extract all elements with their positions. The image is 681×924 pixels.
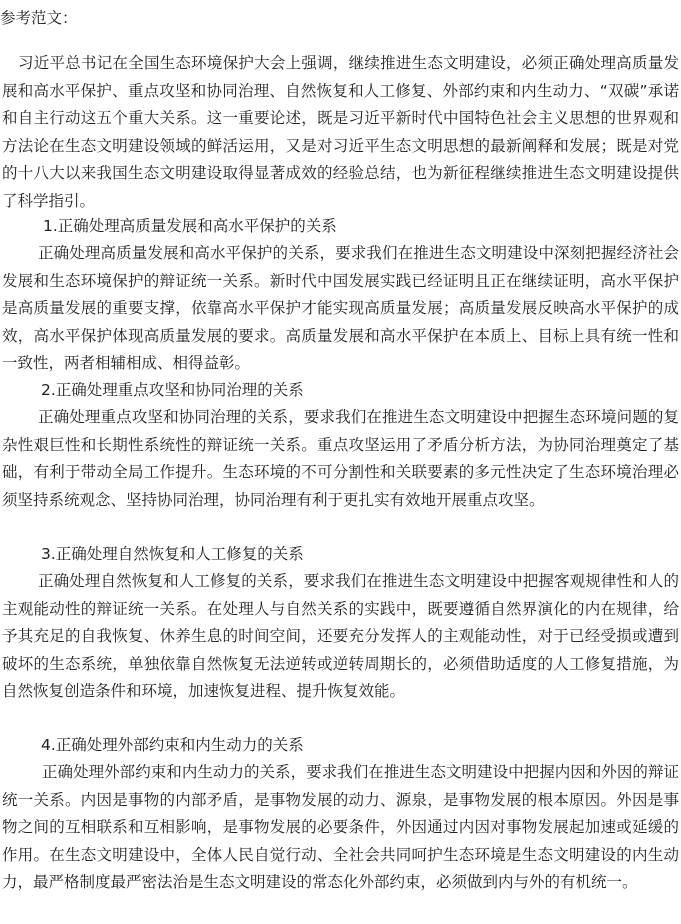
section-3-heading: 3.正确处理自然恢复和人工修复的关系 (41, 545, 304, 563)
section-2-heading: 2.正确处理重点攻坚和协同治理的关系 (41, 381, 304, 399)
section-3-body: 正确处理自然恢复和人工修复的关系，要求我们在推进生态文明建设中把握客观规律性和人的主观能动性的辩证统一关系。在处理人与自然关系的实践中，既要遵循自然界演化的内在规律，给予其充足的自我恢复、休养生息的时间空间，还要充分发挥人的主观能动性，对于已经受损或遭到破坏的生态系统，单独依靠自然恢复无法逆转或逆转周期长的，必须借助适度的人工修复措施，为自然恢复创造条件和环境，加速恢复进程、提升恢复效能。 (2, 572, 679, 700)
section-1-body: 正确处理高质量发展和高水平保护的关系，要求我们在推进生态文明建设中深刻把握经济社会发展和生态环境保护的辩证统一关系。新时代中国发展实践已经证明且正在继续证明，高水平保护是高质量发展的重要支撑，依靠高水平保护才能实现高质量发展；高质量发展反映高水平保护的成效，高水平保护体现高质量发展的要求。高质量发展和高水平保护在本质上、目标上具有统一性和一致性，两者相辅相成、相得益彰。 (2, 244, 679, 372)
section-2-body: 正确处理重点攻坚和协同治理的关系，要求我们在推进生态文明建设中把握生态环境问题的复杂性艰巨性和长期性系统性的辩证统一关系。重点攻坚运用了矛盾分析方法，为协同治理奠定了基础，有利于带动全局工作提升。生态环境的不可分割性和关联要素的多元性决定了生态环境治理必须坚持系统观念、坚持协同治理，协同治理有利于更扎实有效地开展重点攻坚。 (2, 408, 679, 509)
section-4-body: 正确处理外部约束和内生动力的关系，要求我们在推进生态文明建设中把握内因和外因的辩证统一关系。内因是事物的内部矛盾，是事物发展的动力、源泉，是事物发展的根本原因。外因是事物之间的互相联系和互相影响，是事物发展的必要条件，外因通过内因对事物发展起加速或延缓的作用。在生态文明建设中，全体人民自觉行动、全社会共同呵护生态环境是生态文明建设的内生动力，最严格制度最严密法治是生态文明建设的常态化外部约束，必须做到内与外的有机统一。 (2, 763, 679, 891)
section-4-heading: 4.正确处理外部约束和内生动力的关系 (41, 736, 304, 754)
reference-label: 参考范文： (0, 9, 78, 27)
intro-paragraph: 习近平总书记在全国生态环境保护大会上强调，继续推进生态文明建设，必须正确处理高质量发展和高水平保护、重点攻坚和协同治理、自然恢复和人工修复、外部约束和内生动力、“双碳”承诺和自主行动这五个重大关系。这一重要论述，既是习近平新时代中国特色社会主义思想的世界观和方法论在生态文明建设领域的鲜活运用，又是对习近平生态文明思想的最新阐释和发展；既是对党的十八大以来我国生态文明建设取得显著成效的经验总结，也为新征程继续推进生态文明建设提供了科学指引。 (2, 54, 679, 210)
section-1-heading: 1.正确处理高质量发展和高水平保护的关系 (43, 217, 337, 235)
